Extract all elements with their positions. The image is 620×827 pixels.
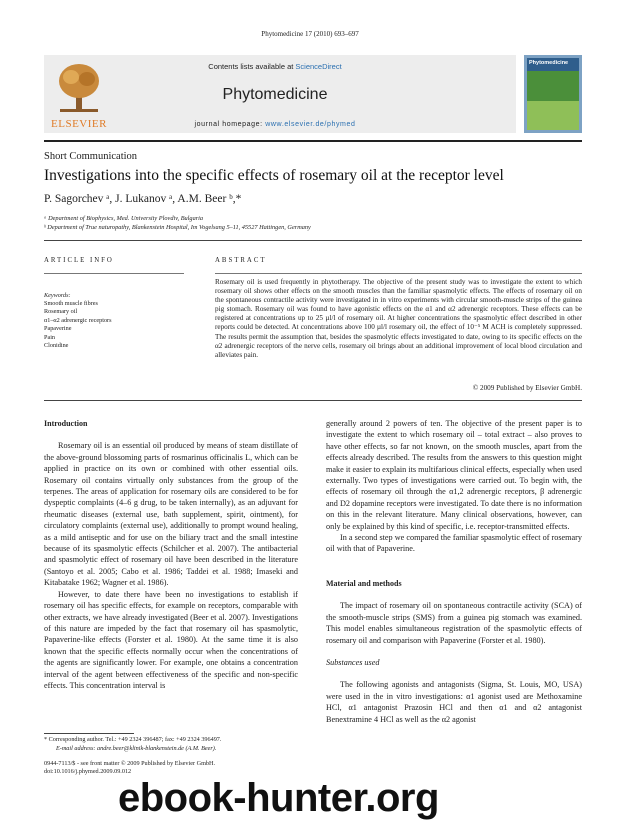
keyword-item: α1–α2 adrenergic receptors [44,316,112,324]
contents-prefix: Contents lists available at [208,62,296,71]
running-head: Phytomedicine 17 (2010) 693–697 [261,30,359,38]
keyword-list [44,300,112,350]
divider [44,400,582,401]
affiliation-a: ᵃ Department of Biophysics, Med. University Plovdiv, Bulgaria [44,215,204,222]
corresponding-author-note: * Corresponding author. Tel.: +49 2324 396487; fax: +49 2324 396497. [44,736,222,743]
paragraph: The impact of rosemary oil on spontaneous contractile activity (SCA) of the smooth-muscle strips (SMS) from a guinea pig stomach was examined. This model enables simultaneous registration of the spasmolytic effects of rosemary oil and comparison with Papaverine (Forster et al. 1980). [326,601,582,645]
paragraph: Rosemary oil is an essential oil produced by means of steam distillate of the above-ground blossoming parts of rosmarinus officinalis L, which can be applied in practice on its own or combined with other essential oils. Rosemary oil contains virtually only substances from the group of the terpenes. The areas of application for rosemary oils are considered to be for dyspeptic complaints (4–6 g drug, to be taken internally), as an adjuvant for rheumatic diseases (external use, bath supplement, spirit, ointment), for circulatory complaints (external use), additionally to prompt wound healing, as a mild antiseptic and for use on the biliary tract and the small intestine because of its spasmolytic effects (Schilcher et al. 2007). The antibacterial and spasmolytic effect of rosemary oil have been described in the literature (Santoyo et al. 2005; Cabo et al. 1986; Taddei et al. 1988; Imaseki and Kitabatake 1962; Wagner et al. 1986). [44,441,298,588]
methods-heading: Material and methods [326,578,402,588]
divider [215,273,582,274]
watermark-text: ebook-hunter.org [118,776,439,820]
journal-title: Phytomedicine [222,86,328,103]
spacer [326,589,582,600]
sciencedirect-link[interactable]: ScienceDirect [295,62,342,71]
keyword-item: Papaverine [44,325,72,333]
abstract-copyright: © 2009 Published by Elsevier GmbH. [472,384,582,392]
spacer [44,429,298,440]
homepage-link[interactable]: www.elsevier.de/phymed [265,121,356,128]
left-column [44,418,298,691]
substances-heading: Substances used [326,657,380,667]
paragraph: generally around 2 powers of ten. The objective of the present paper is to investigate the extent to which rosemary oil – total extract – also proves to have other effects, so far not known, on the smooth muscles, apart from the effects already described. The results from the answers to this question might make it easier to explain its multifarious clinical effects, especially when used externally. Two types of investigations were carried out. To begin with, the effects of rosemary oil through the α1,2 adrenergic receptors, β adrenergic and D2 dopamine receptors were investigated. To date there is no information on this in the relevant literature. Many clinical observations, however, can only be explained by this kind of specific, i.e. receptor-transmitted effects. [326,419,582,531]
keyword-item: Rosemary oil [44,308,78,316]
article-title: Investigations into the specific effects of rosemary oil at the receptor level [44,167,504,184]
paragraph: The following agonists and antagonists (Sigma, St. Louis, MO, USA) were used in the in vitro investigations: α1 agonist used are Methoxamine HCl, α1 antagonist Prazosin HCl and then α1 and α2 antagonist Benextramine 4 HCl as well as the α2 agonist [326,680,582,724]
abstract-text: Rosemary oil is used frequently in phytotherapy. The objective of the present study was to investigate the extent to which rosemary oil shows other effects on the smooth muscles than the familiar spasmolytic effects. The effects of rosemary oil on the spontaneous contractile activity were investigated in in vitro experiments with circular smooth-muscle strips of the guinea pig stomach. Rosemary oil was found to have agonistic effects on the α1 and α2 adrenergic receptors. These effects can be registered at concentrations up to 25 µl/l of rosemary oil. At higher concentrations the spasmolytic effect described in other reports could be detected. At concentrations above 100 µl/l rosemary oil, the effect of 10⁻⁵ M ACH is completely suppressed. The results permit the assumption that, besides the spasmolytic effects investigated to date, owing to its specific effects on the α2 adrenergic receptors of the nerve cells, rosemary oil brings about an additional improvement of local blood circulation and alleviates pain. [215,278,582,359]
elsevier-wordmark: ELSEVIER [51,118,107,130]
cover-image [527,58,579,130]
keywords-label: Keywords: [44,292,71,299]
introduction-heading: Introduction [44,419,88,428]
article-info-heading: ARTICLE INFO [44,257,114,264]
keyword-item: Smooth muscle fibres [44,300,98,307]
abstract-heading: ABSTRACT [215,257,267,264]
journal-cover-thumbnail[interactable] [524,55,582,133]
right-column [326,418,582,725]
spacer [326,646,582,657]
affiliation-b: ᵇ Department of True naturopathy, Blankenstein Hospital, Im Vogelsang 5–11, 45527 Hattingen, Germany [44,224,311,231]
paragraph: However, to date there have been no investigations to establish if rosemary oil has specific effects, for example on receptors, comparable with other extracts, we have already investigated (Beer et al. 2007). Investigations of this nature are impeded by the fact that rosemary oil has spasmolytic, Papaverine-like effects (Forster et al. 1980). At the same time it is also known that the specific effects normally occur when the concentrations of the agents are significantly lower. For example, one obtains a concentration interval of the agent between effectiveness of the specific and non-specific effects. This concentration interval is [44,589,298,690]
author-list: P. Sagorchev ᵃ, J. Lukanov ᵃ, A.M. Beer ᵇ,* [44,193,242,205]
elsevier-tree-icon [56,61,102,113]
cover-title: Phytomedicine [529,60,569,66]
email-note[interactable]: E-mail address: andre.beer@klinik-blankenstein.de (A.M. Beer). [56,745,217,752]
doi-line[interactable]: doi:10.1016/j.phymed.2009.09.012 [44,768,132,775]
spacer [326,668,582,679]
contents-line [114,62,436,71]
footnote-rule [44,733,134,734]
section-type: Short Communication [44,151,138,162]
keyword-item: Pain [44,333,56,341]
divider [44,240,582,241]
divider [44,273,184,274]
homepage-line [114,121,436,128]
header-rule [44,140,582,142]
spacer [326,555,582,578]
keyword-item: Clonidine [44,342,69,350]
homepage-prefix: journal homepage: [194,121,266,128]
issn-line: 0944-7113/$ - see front matter © 2009 Published by Elsevier GmbH. [44,760,215,767]
paragraph: In a second step we compared the familiar spasmolytic effect of rosemary oil with that of Papaverine. [326,533,582,554]
